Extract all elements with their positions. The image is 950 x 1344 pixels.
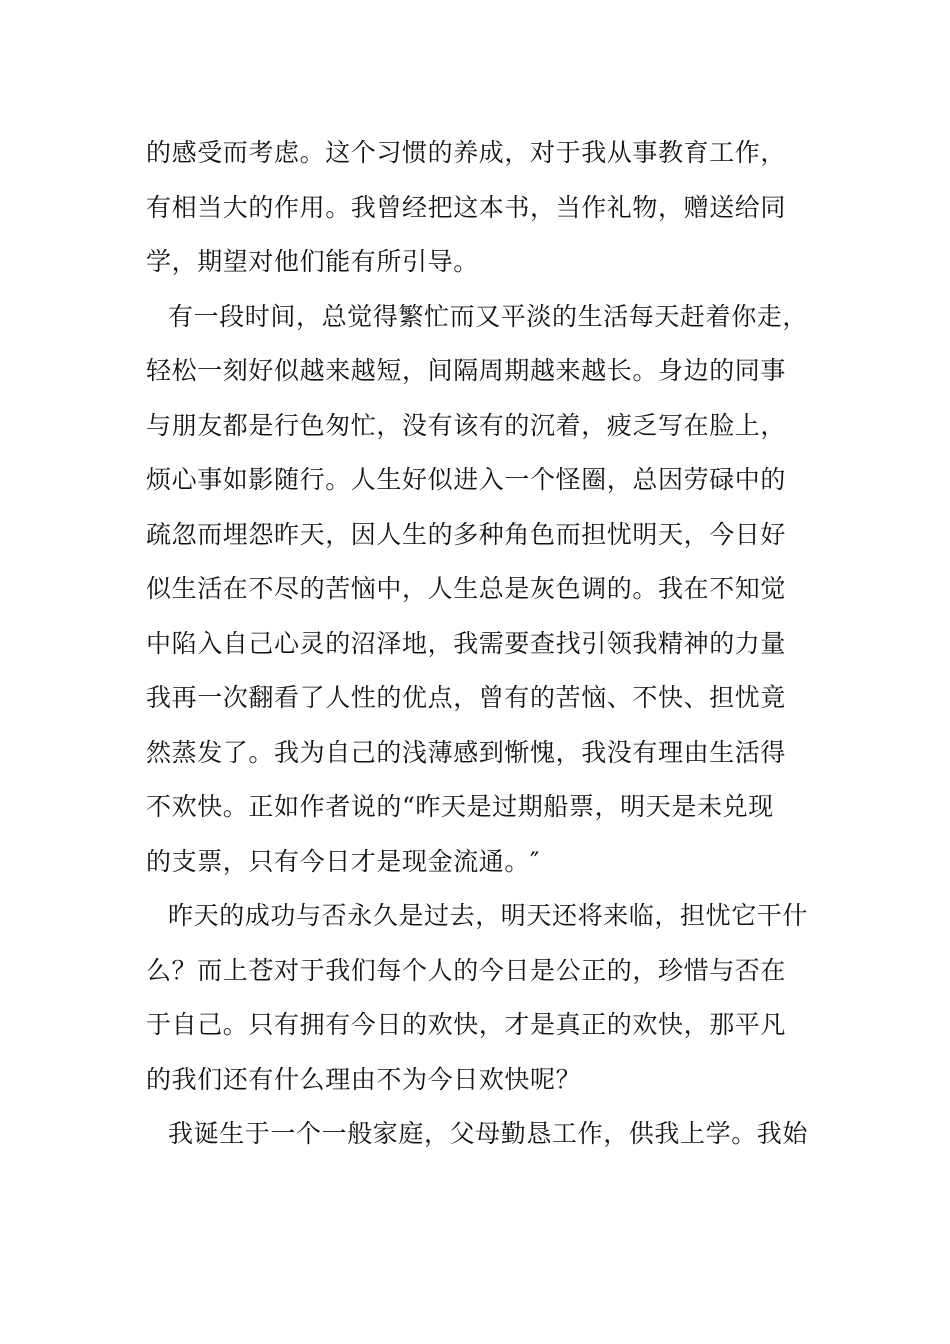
text-line: 然蒸发了。我为自己的浅薄感到惭愧，我没有理由生活得 [146, 737, 787, 767]
paragraph-start-line: 昨天的成功与否永久是过去，明天还将来临，担忧它干什 [168, 901, 809, 930]
text-line: 我再一次翻看了人性的优点，曾有的苦恼、不快、担忧竟 [146, 683, 787, 712]
paragraph-start-line: 有一段时间，总觉得繁忙而又平淡的生活每天赶着你走， [168, 301, 809, 331]
text-line: 于自己。只有拥有今日的欢快，才是真正的欢快，那平凡 [146, 1010, 787, 1039]
text-line: 轻松一刻好似越来越短，间隔周期越来越长。身边的同事 [146, 356, 787, 385]
text-line: 的我们还有什么理由不为今日欢快呢？ [146, 1064, 582, 1094]
paragraph-start-line: 我诞生于一个一般家庭，父母勤恳工作，供我上学。我始 [168, 1119, 809, 1148]
text-line: 与朋友都是行色匆忙，没有该有的沉着，疲乏写在脸上， [146, 410, 787, 440]
text-line: 不欢快。正如作者说的“昨天是过期船票，明天是未兑现 [146, 792, 774, 821]
text-line: 中陷入自己心灵的沼泽地，我需要查找引领我精神的力量 [146, 628, 787, 658]
text-line: 么？而上苍对于我们每个人的今日是公正的，珍惜与否在 [146, 955, 787, 985]
text-line: 似生活在不尽的苦恼中，人生总是灰色调的。我在不知觉 [146, 574, 787, 603]
text-line: 的感受而考虑。这个习惯的养成，对于我从事教育工作， [146, 138, 787, 167]
text-line: 的支票，只有今日才是现金流通。″ [146, 846, 540, 876]
text-line: 学，期望对他们能有所引导。 [146, 247, 479, 276]
text-line: 烦心事如影随行。人生好似进入一个怪圈，总因劳碌中的 [146, 465, 787, 494]
text-line: 有相当大的作用。我曾经把这本书，当作礼物，赠送给同 [146, 192, 787, 222]
text-line: 疏忽而埋怨昨天，因人生的多种角色而担忧明天，今日好 [146, 519, 787, 549]
body-text [146, 126, 816, 1162]
